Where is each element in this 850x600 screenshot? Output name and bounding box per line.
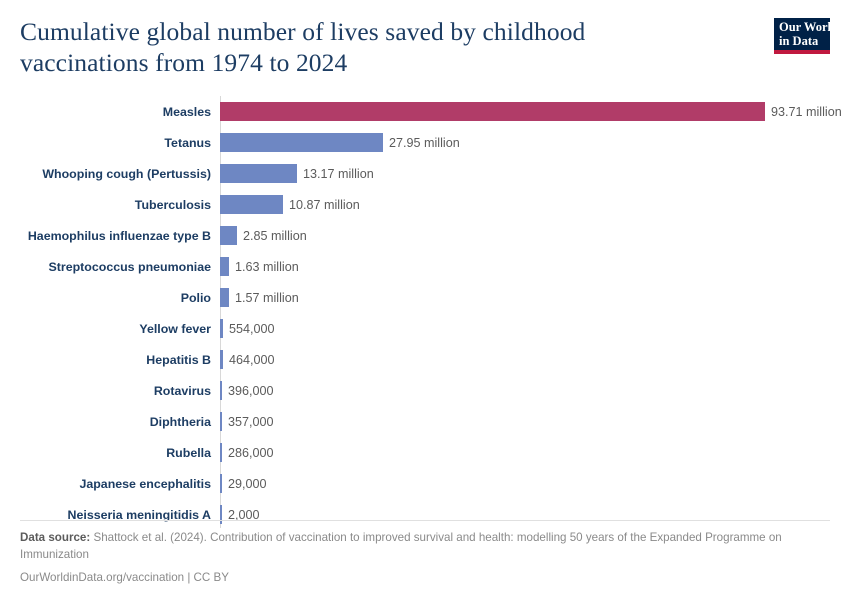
bar-category-label: Polio [180, 290, 211, 305]
chart-header [20, 16, 838, 78]
bar-row [20, 468, 830, 499]
data-source-text: Shattock et al. (2024). Contribution of vaccination to improved survival and health: modelling 50 years of the Expanded Programme on Immunization [20, 531, 782, 561]
bar-value-label: 13.17 million [303, 166, 374, 181]
bar-value-label: 554,000 [229, 321, 275, 336]
bar-row [20, 313, 830, 344]
bar-row [20, 220, 830, 251]
bar-row [20, 96, 842, 127]
logo-line-1: Our World [779, 20, 838, 34]
bar-category-label: Neisseria meningitidis A [67, 507, 211, 522]
bar-row [20, 375, 830, 406]
bar [220, 195, 283, 214]
bar-value-label: 10.87 million [289, 197, 360, 212]
bar-row [20, 282, 830, 313]
our-world-in-data-logo [774, 18, 838, 54]
bar-value-label: 2,000 [228, 507, 260, 522]
bar [220, 257, 229, 276]
bar-track [220, 220, 830, 251]
bar [220, 381, 222, 400]
bar-category-label: Measles [162, 104, 211, 119]
bar-category-label: Diphtheria [149, 414, 211, 429]
bar-row [20, 158, 830, 189]
data-source-label: Data source: [20, 531, 91, 545]
bar [220, 288, 229, 307]
bar-category-label: Streptococcus pneumoniae [48, 259, 211, 274]
bar [220, 133, 383, 152]
bar-category-label: Whooping cough (Pertussis) [42, 166, 211, 181]
bar-row [20, 437, 830, 468]
bar-value-label: 1.63 million [235, 259, 299, 274]
bar-category-label: Hepatitis B [146, 352, 211, 367]
bar-row [20, 406, 830, 437]
bar-track [220, 375, 830, 406]
bar [220, 412, 222, 431]
bar-track [220, 158, 830, 189]
bar-row [20, 189, 830, 220]
bar [220, 226, 237, 245]
bar-value-label: 396,000 [228, 383, 274, 398]
bar-track [220, 282, 830, 313]
bar [220, 474, 222, 493]
bar [220, 164, 297, 183]
bar-track [220, 437, 830, 468]
bar-track [220, 406, 830, 437]
bar-track [220, 251, 830, 282]
bar-category-label: Yellow fever [139, 321, 211, 336]
bar-value-label: 357,000 [228, 414, 274, 429]
bar-value-label: 464,000 [229, 352, 275, 367]
page-title: Cumulative global number of lives saved by childhood vaccinations from 1974 to 2024 [20, 17, 586, 78]
bar-category-label: Japanese encephalitis [79, 476, 211, 491]
bar-value-label: 93.71 million [771, 104, 842, 119]
bar-chart [20, 96, 842, 528]
data-source-line [20, 530, 830, 562]
bar [220, 319, 223, 338]
bar-category-label: Rotavirus [153, 383, 211, 398]
bar-track [220, 313, 830, 344]
bar-track [220, 468, 830, 499]
bar-row [20, 251, 830, 282]
bar-category-label: Tetanus [164, 135, 211, 150]
bar-value-label: 2.85 million [243, 228, 307, 243]
bar-value-label: 286,000 [228, 445, 274, 460]
bar-row [20, 127, 830, 158]
chart-footer [20, 520, 830, 586]
bar-value-label: 29,000 [228, 476, 267, 491]
bar-track [220, 189, 830, 220]
bar-track [220, 344, 830, 375]
bar-category-label: Haemophilus influenzae type B [27, 228, 211, 243]
bar-track [220, 96, 842, 127]
bar [220, 350, 223, 369]
bar [220, 102, 765, 121]
bar [220, 443, 222, 462]
footer-link[interactable]: OurWorldinData.org/vaccination | CC BY [20, 570, 229, 584]
bar-rows [20, 96, 842, 530]
bar-value-label: 27.95 million [389, 135, 460, 150]
logo-line-2: in Data [779, 33, 819, 48]
bar-track [220, 127, 830, 158]
bar-category-label: Tuberculosis [134, 197, 211, 212]
bar-category-label: Rubella [166, 445, 211, 460]
bar-row [20, 344, 830, 375]
bar-value-label: 1.57 million [235, 290, 299, 305]
